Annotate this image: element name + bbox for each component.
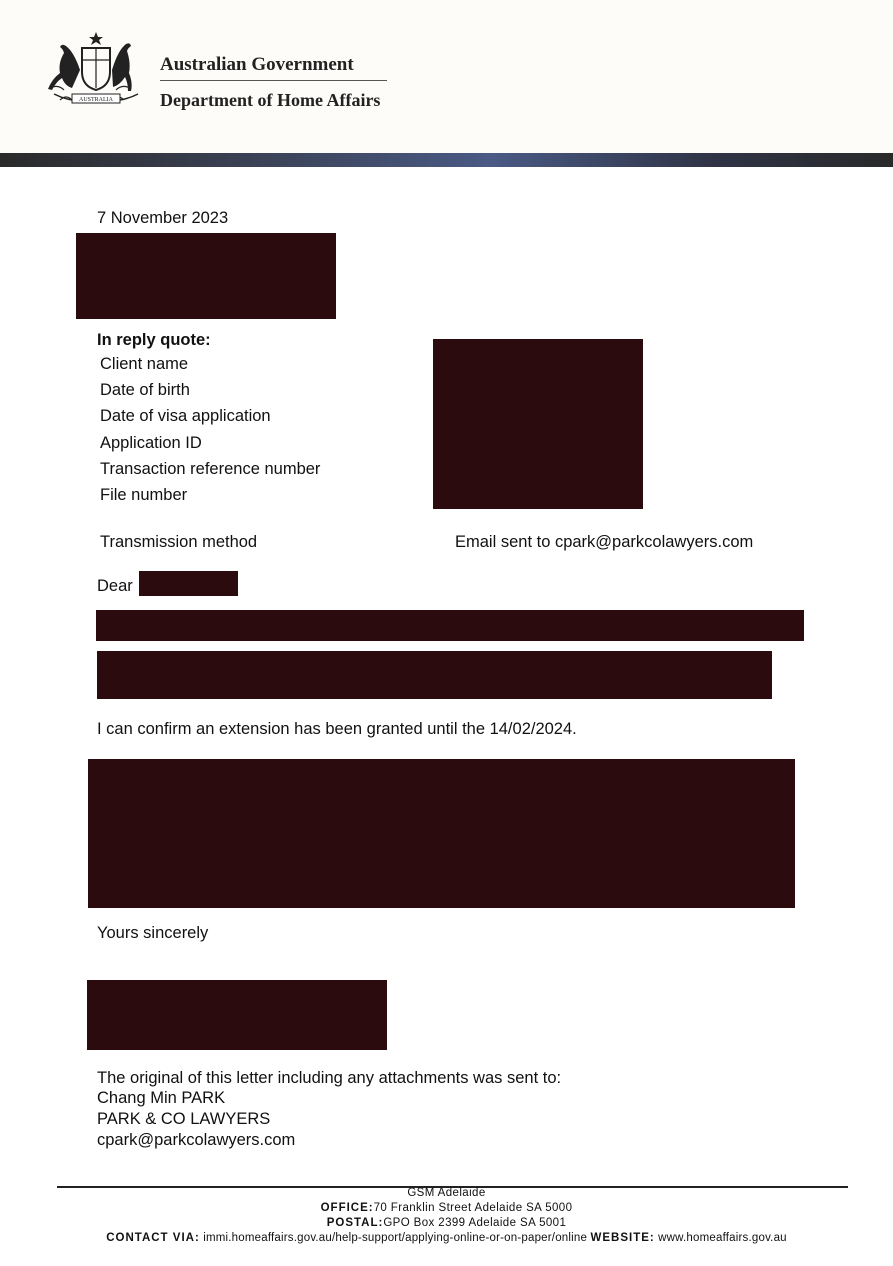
redacted-addressee xyxy=(76,233,336,319)
redacted-recipient-name xyxy=(139,571,238,596)
footer-contact-url[interactable]: immi.homeaffairs.gov.au/help-support/applying-online-or-on-paper/online xyxy=(203,1232,588,1244)
reply-quote-heading: In reply quote: xyxy=(97,331,211,349)
redacted-signature xyxy=(87,980,387,1050)
footer-postal-label: POSTAL: xyxy=(326,1217,384,1229)
footer-office-line xyxy=(0,1202,893,1214)
letterhead xyxy=(0,0,893,155)
footer-postal-line xyxy=(0,1217,893,1229)
redacted-paragraph-2 xyxy=(97,651,772,699)
department-name: Department of Home Affairs xyxy=(160,90,381,110)
header-divider xyxy=(160,80,387,81)
cc-firm: PARK & CO LAWYERS xyxy=(97,1110,271,1128)
transmission-label: Transmission method xyxy=(100,533,258,551)
redacted-paragraph-1 xyxy=(96,610,804,641)
footer-contact-line xyxy=(0,1232,893,1244)
reference-label-application-id: Application ID xyxy=(100,434,202,452)
coat-of-arms-logo xyxy=(42,30,142,112)
closing: Yours sincerely xyxy=(97,924,209,942)
reference-label-visa-application-date: Date of visa application xyxy=(100,407,271,425)
letter-date: 7 November 2023 xyxy=(97,209,229,227)
redacted-reference-values xyxy=(433,339,643,509)
extension-confirmation: I can confirm an extension has been granted until the 14/02/2024. xyxy=(97,720,577,738)
reference-label-date-of-birth: Date of birth xyxy=(100,381,190,399)
reference-label-transaction-reference: Transaction reference number xyxy=(100,460,321,478)
cc-intro: The original of this letter including any attachments was sent to: xyxy=(97,1069,562,1087)
reference-label-file-number: File number xyxy=(100,486,188,504)
cc-email: cpark@parkcolawyers.com xyxy=(97,1131,296,1149)
footer-office-address: 70 Franklin Street Adelaide SA 5000 xyxy=(373,1202,573,1214)
government-name: Australian Government xyxy=(160,54,354,75)
footer-website-label: WEBSITE: xyxy=(590,1232,655,1244)
footer-office-name: GSM Adelaide xyxy=(407,1187,486,1199)
salutation: Dear xyxy=(97,577,133,595)
footer-website-url[interactable]: www.homeaffairs.gov.au xyxy=(658,1232,787,1244)
cc-name: Chang Min PARK xyxy=(97,1089,226,1107)
redacted-paragraph-3 xyxy=(88,759,795,908)
transmission-value: Email sent to cpark@parkcolawyers.com xyxy=(455,533,754,551)
footer-office-label: OFFICE: xyxy=(320,1202,374,1214)
reference-label-client-name: Client name xyxy=(100,355,189,373)
footer-contact-label: CONTACT VIA: xyxy=(106,1232,200,1244)
crest-label: AUSTRALIA xyxy=(79,97,113,103)
header-band xyxy=(0,153,893,167)
footer-postal-address: GPO Box 2399 Adelaide SA 5001 xyxy=(383,1217,567,1229)
